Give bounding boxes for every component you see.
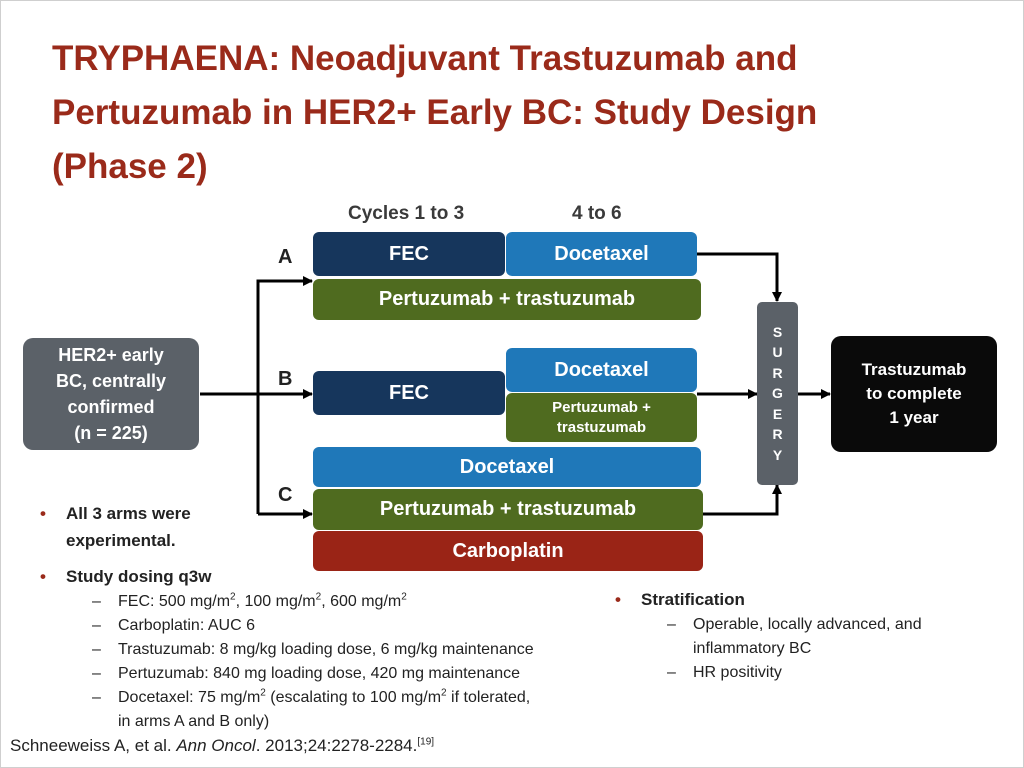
arrow-a-to-surgery <box>697 254 777 301</box>
surgery-box <box>757 302 798 485</box>
surgery-letter: R <box>772 426 783 443</box>
arm-b-pertuzumab-line: trastuzumab <box>556 418 647 436</box>
superscript: 2 <box>315 591 322 603</box>
dosing-pertuzumab: – Pertuzumab: 840 mg loading dose, 420 mg maintenance <box>40 662 620 686</box>
title-line: TRYPHAENA: Neoadjuvant Trastuzumab and <box>52 39 798 78</box>
dosing-fec <box>40 590 620 614</box>
completion-line: Trastuzumab <box>861 360 967 379</box>
dosing-fec-text: , 600 mg/m <box>321 593 402 610</box>
header-cycles-1-3: Cycles 1 to 3 <box>348 203 465 224</box>
surgery-letter: G <box>772 385 783 402</box>
population-line: HER2+ early <box>58 345 164 365</box>
citation-ref: [19] <box>417 736 435 748</box>
strat-line: HR positivity <box>693 664 782 681</box>
arm-c-docetaxel-box: Docetaxel <box>313 447 701 487</box>
header-cycles-4-6: 4 to 6 <box>572 203 622 224</box>
dosing-docetaxel-text: in arms A and B only) <box>118 713 270 730</box>
strat-line: inflammatory BC <box>693 640 812 657</box>
arm-a-docetaxel-box: Docetaxel <box>506 232 697 276</box>
bullet-arms-experimental <box>40 500 620 554</box>
citation-journal: Ann Oncol <box>176 736 256 755</box>
stratification-notes <box>615 586 1015 685</box>
surgery-letter: R <box>772 364 783 381</box>
completion-line: 1 year <box>889 408 939 427</box>
arrow-to-arm-a <box>258 281 312 514</box>
citation <box>10 736 434 756</box>
superscript: 2 <box>441 687 447 699</box>
arm-c-carboplatin-box: Carboplatin <box>313 531 703 571</box>
surgery-letter: S <box>772 323 783 340</box>
population-line: BC, centrally <box>55 371 167 391</box>
superscript: 2 <box>401 591 407 603</box>
dosing-fec-text: FEC: 500 mg/m <box>118 593 231 610</box>
arm-b-docetaxel-box: Docetaxel <box>506 348 697 392</box>
bullet-line: experimental. <box>66 531 176 550</box>
population-box <box>23 338 199 450</box>
surgery-letter: U <box>772 344 783 361</box>
citation-authors: Schneeweiss A, et al. <box>10 736 172 755</box>
arm-a-pertuzumab-box: Pertuzumab + trastuzumab <box>313 279 701 320</box>
superscript: 2 <box>260 687 266 699</box>
dosing-docetaxel-text: if tolerated, <box>446 689 531 706</box>
strat-item <box>615 613 1015 661</box>
surgery-letter: Y <box>772 446 783 463</box>
arm-c-label: C <box>278 484 293 506</box>
dosing-fec-text: , 100 mg/m <box>235 593 316 610</box>
population-line: (n = 225) <box>74 423 148 443</box>
bullet-stratification: • Stratification <box>615 586 1015 613</box>
arm-b-pertuzumab-box <box>506 393 697 442</box>
bullet-line: All 3 arms were <box>66 504 191 523</box>
surgery-letter: E <box>772 405 783 422</box>
title-line: Pertuzumab in HER2+ Early BC: Study Design <box>52 93 818 132</box>
arm-a-label: A <box>278 246 293 268</box>
dosing-notes <box>40 500 620 734</box>
strat-item <box>615 661 1015 685</box>
arm-a-fec-box: FEC <box>313 232 505 276</box>
dosing-docetaxel-text: (escalating to 100 mg/m <box>265 689 442 706</box>
bullet-study-dosing: • Study dosing q3w <box>40 563 620 590</box>
trastuzumab-completion-box <box>831 336 997 452</box>
arm-b-fec-box: FEC <box>313 371 505 415</box>
population-line: confirmed <box>67 397 155 417</box>
dosing-trastuzumab: – Trastuzumab: 8 mg/kg loading dose, 6 mg/kg maintenance <box>40 638 620 662</box>
superscript: 2 <box>230 591 236 603</box>
citation-details: . 2013;24:2278-2284. <box>255 736 418 755</box>
title-line: (Phase 2) <box>52 147 208 186</box>
strat-line: Operable, locally advanced, and <box>693 616 922 633</box>
arm-b-pertuzumab-line: Pertuzumab + <box>552 398 651 416</box>
arm-b-label: B <box>278 368 293 390</box>
dosing-docetaxel-text: Docetaxel: 75 mg/m <box>118 689 261 706</box>
dosing-carboplatin: – Carboplatin: AUC 6 <box>40 614 620 638</box>
arrow-c-to-surgery <box>703 485 777 514</box>
dosing-docetaxel <box>40 686 620 734</box>
arm-c-pertuzumab-box: Pertuzumab + trastuzumab <box>313 489 703 530</box>
completion-line: to complete <box>866 384 962 403</box>
